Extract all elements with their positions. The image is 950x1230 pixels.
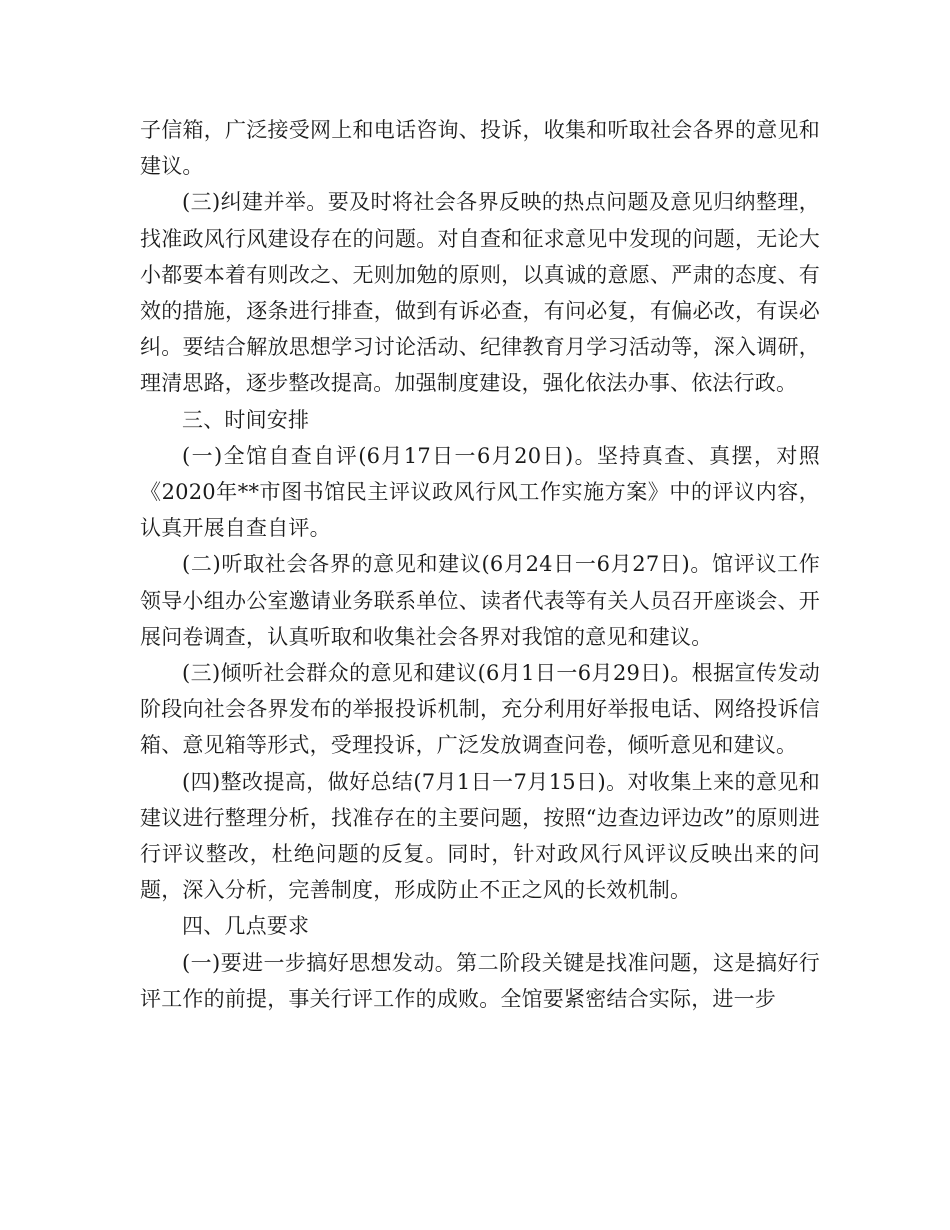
paragraph-rectify: (三)纠建并举。要及时将社会各界反映的热点问题及意见归纳整理，找准政风行风建设存在的问题。对自查和征求意见中发现的问题，无论大小都要本着有则改之、无则加勉的原则，以真诚的意愿、严肃的态度、有效的措施，逐条进行排查，做到有诉必查，有问必复，有偏必改，有误必纠。要结合解放思想学习讨论活动、纪律教育月学习活动等，深入调研，理清思路，逐步整改提高。加强制度建设，强化依法办事、依法行政。 <box>140 190 820 396</box>
paragraph-schedule-3: (三)倾听社会群众的意见和建议(6月1日一6月29日)。根据宣传发动阶段向社会各界发布的举报投诉机制，充分利用好举报电话、网络投诉信箱、意见箱等形式，受理投诉，广泛发放调查问卷，倾听意见和建议。 <box>140 661 820 758</box>
section-heading-requirements: 四、几点要求 <box>182 914 310 939</box>
paragraph-schedule-1: (一)全馆自查自评(6月17日一6月20日)。坚持真查、真摆，对照《2020年**市图书馆民主评议政风行风工作实施方案》中的评议内容，认真开展自查自评。 <box>140 443 820 541</box>
document-page <box>140 112 820 1017</box>
section-heading-schedule: 三、时间安排 <box>182 407 310 432</box>
paragraph-continuation: 子信箱，广泛接受网上和电话咨询、投诉，收集和听取社会各界的意见和建议。 <box>140 118 820 179</box>
paragraph-schedule-2: (二)听取社会各界的意见和建议(6月24日一6月27日)。馆评议工作领导小组办公室邀请业务联系单位、读者代表等有关人员召开座谈会、开展问卷调查，认真听取和收集社会各界对我馆的意见和建议。 <box>140 552 820 649</box>
paragraph-schedule-4: (四)整改提高，做好总结(7月1日一7月15日)。对收集上来的意见和建议进行整理分析，找准存在的主要问题，按照“边查边评边改”的原则进行评议整改，杜绝问题的反复。同时，针对政风行风评议反映出来的问题，深入分析，完善制度，形成防止不正之风的长效机制。 <box>140 769 820 903</box>
paragraph-requirement-1: (一)要进一步搞好思想发动。第二阶段关键是找准问题，这是搞好行评工作的前提，事关行评工作的成败。全馆要紧密结合实际，进一步 <box>140 950 820 1011</box>
